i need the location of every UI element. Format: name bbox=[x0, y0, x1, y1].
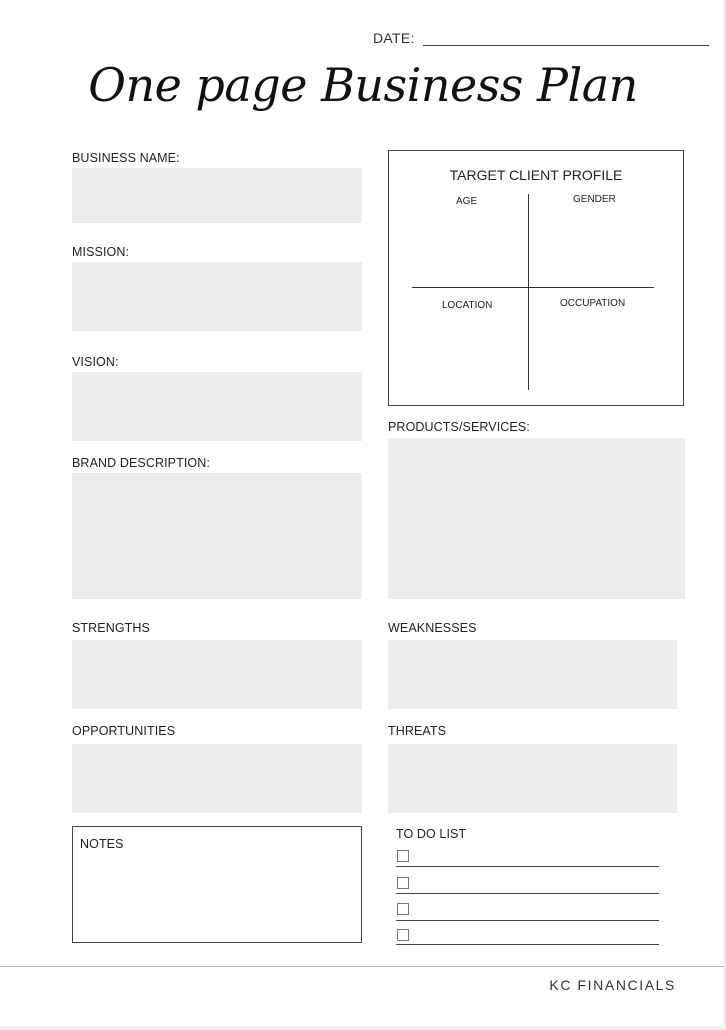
business-name-field[interactable] bbox=[72, 168, 362, 223]
todo-list-label: TO DO LIST bbox=[396, 827, 467, 841]
occupation-quadrant[interactable] bbox=[533, 313, 673, 397]
occupation-label: OCCUPATION bbox=[560, 298, 626, 309]
opportunities-label: OPPORTUNITIES bbox=[72, 724, 176, 738]
location-quadrant[interactable] bbox=[397, 315, 523, 397]
products-services-label: PRODUCTS/SERVICES: bbox=[388, 420, 530, 434]
todo-item-line[interactable] bbox=[396, 920, 659, 921]
strengths-field[interactable] bbox=[72, 640, 362, 709]
todo-item-line[interactable] bbox=[396, 944, 659, 945]
vision-label: VISION: bbox=[72, 355, 119, 369]
quadrant-horizontal-divider bbox=[412, 287, 654, 288]
page-title: One page Business Plan bbox=[88, 58, 638, 112]
brand-description-label: BRAND DESCRIPTION: bbox=[72, 456, 210, 470]
target-client-profile-title: TARGET CLIENT PROFILE bbox=[449, 167, 623, 183]
gender-quadrant[interactable] bbox=[533, 209, 673, 283]
todo-item-line[interactable] bbox=[396, 866, 659, 867]
date-input-line[interactable] bbox=[423, 45, 709, 46]
weaknesses-field[interactable] bbox=[388, 640, 677, 709]
todo-checkbox[interactable] bbox=[397, 903, 409, 915]
todo-checkbox[interactable] bbox=[397, 929, 409, 941]
products-services-field[interactable] bbox=[388, 438, 685, 599]
footer-divider bbox=[0, 966, 724, 967]
age-quadrant[interactable] bbox=[397, 211, 523, 283]
mission-field[interactable] bbox=[72, 262, 362, 331]
age-label: AGE bbox=[456, 196, 478, 207]
todo-checkbox[interactable] bbox=[397, 877, 409, 889]
mission-label: MISSION: bbox=[72, 245, 130, 259]
threats-field[interactable] bbox=[388, 744, 677, 813]
quadrant-vertical-divider bbox=[528, 194, 529, 390]
weaknesses-label: WEAKNESSES bbox=[388, 621, 477, 635]
gender-label: GENDER bbox=[573, 194, 616, 205]
todo-checkbox[interactable] bbox=[397, 850, 409, 862]
location-label: LOCATION bbox=[442, 300, 493, 311]
vision-field[interactable] bbox=[72, 372, 362, 441]
footer-brand: KC FINANCIALS bbox=[549, 977, 676, 993]
notes-box[interactable] bbox=[72, 826, 362, 943]
date-label: DATE: bbox=[373, 30, 415, 46]
business-name-label: BUSINESS NAME: bbox=[72, 151, 180, 165]
opportunities-field[interactable] bbox=[72, 744, 362, 813]
target-client-profile bbox=[388, 150, 684, 406]
notes-label: NOTES bbox=[80, 837, 124, 851]
strengths-label: STRENGTHS bbox=[72, 621, 150, 635]
brand-description-field[interactable] bbox=[72, 473, 362, 599]
todo-item-line[interactable] bbox=[396, 893, 659, 894]
threats-label: THREATS bbox=[388, 724, 447, 738]
